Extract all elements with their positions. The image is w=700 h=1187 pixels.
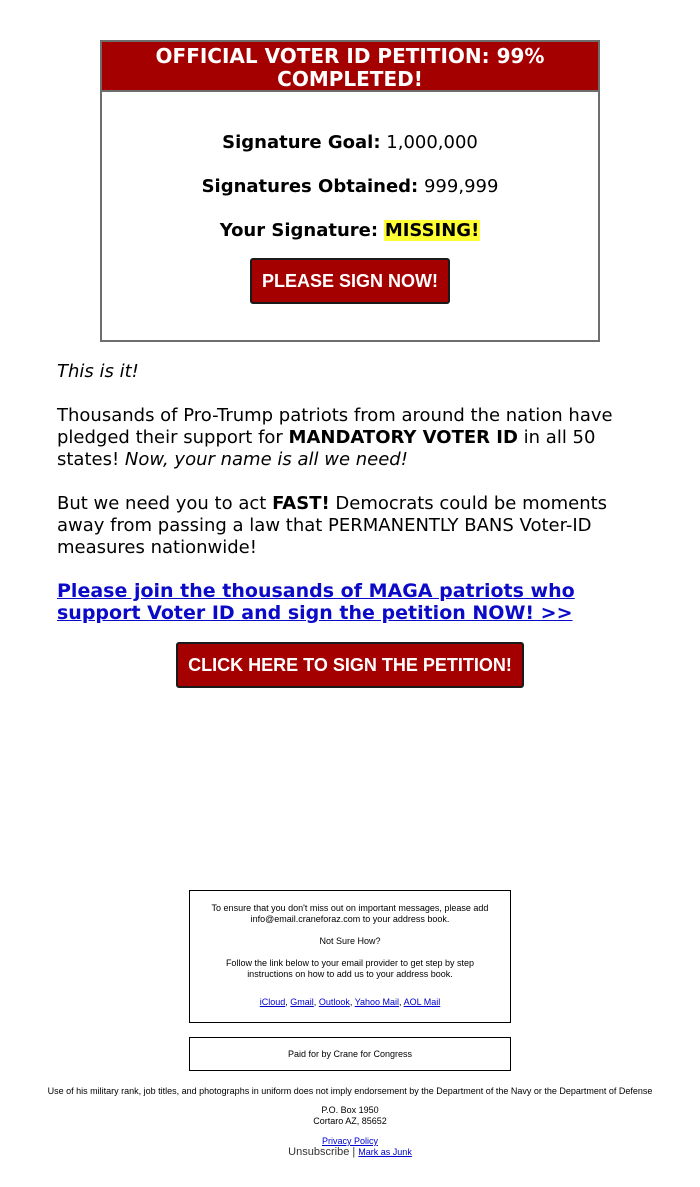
signatures-obtained xyxy=(102,176,598,198)
separator: , xyxy=(285,997,291,1007)
p2-italic: Now, your name is all we need! xyxy=(124,449,408,470)
p3-text-b: Democrats could be moments away from passing a law that PERMANENTLY BANS Voter-ID measures nationwide! xyxy=(57,493,608,558)
please-sign-now-button[interactable]: PLEASE SIGN NOW! xyxy=(250,258,450,304)
provider-links xyxy=(204,997,496,1008)
separator: , xyxy=(313,997,319,1007)
address-book-box xyxy=(189,890,511,1023)
your-signature-label: Your Signature: xyxy=(219,220,379,241)
signature-goal xyxy=(102,132,598,154)
paid-for-text: Paid for by Crane for Congress xyxy=(287,1049,413,1059)
not-sure-how-text: Not Sure How? xyxy=(319,936,381,946)
your-signature xyxy=(102,220,598,242)
intro-text: This is it! xyxy=(57,361,139,382)
separator: , xyxy=(399,997,404,1007)
petition-title: OFFICIAL VOTER ID PETITION: 99% COMPLETED! xyxy=(102,42,598,92)
unsubscribe-line xyxy=(40,1147,660,1158)
p2-text-b: in all 50 states! xyxy=(57,427,596,470)
endorsement-disclaimer: Use of his military rank, job titles, and photographs in uniform does not imply endorsement by the Department of the Navy or the Department of Defense xyxy=(47,1086,653,1096)
gmail-link[interactable]: Gmail xyxy=(290,997,314,1007)
paid-for-box xyxy=(189,1037,511,1071)
your-signature-status: MISSING! xyxy=(384,220,480,241)
footer xyxy=(40,1086,660,1158)
p3-bold: FAST! xyxy=(272,493,330,514)
address-book-instructions: To ensure that you don't miss out on important messages, please add info@email.craneforaz.com to your address book. xyxy=(211,903,489,924)
separator: , xyxy=(349,997,355,1007)
mark-as-junk-link[interactable]: Mark as Junk xyxy=(358,1147,412,1157)
signatures-obtained-value: 999,999 xyxy=(423,176,499,197)
po-box: P.O. Box 1950 xyxy=(321,1105,379,1115)
p3-text-a: But we need you to act xyxy=(57,493,273,514)
body-intro xyxy=(57,361,647,383)
provider-instructions: Follow the link below to your email provider to get step by step instructions on how to add us to your address book. xyxy=(225,958,475,979)
sign-petition-link[interactable]: Please join the thousands of MAGA patriots who support Voter ID and sign the petition NOW! >> xyxy=(57,580,575,624)
unsubscribe-link[interactable]: Unsubscribe xyxy=(288,1146,350,1158)
footer-divider: | xyxy=(349,1146,359,1158)
aol-mail-link[interactable]: AOL Mail xyxy=(403,997,441,1007)
sign-petition-button[interactable]: CLICK HERE TO SIGN THE PETITION! xyxy=(176,642,524,688)
city-address: Cortaro AZ, 85652 xyxy=(313,1116,387,1126)
signature-goal-label: Signature Goal: xyxy=(222,132,381,153)
p2-bold: MANDATORY VOTER ID xyxy=(288,427,518,448)
body-paragraph-support xyxy=(57,405,647,471)
signatures-obtained-label: Signatures Obtained: xyxy=(201,176,419,197)
signature-goal-value: 1,000,000 xyxy=(386,132,478,153)
body-paragraph-urgency xyxy=(57,493,647,559)
p2-text-a: Thousands of Pro-Trump patriots from around the nation have pledged their support for xyxy=(57,405,613,448)
petition-box xyxy=(100,40,600,342)
yahoo-mail-link[interactable]: Yahoo Mail xyxy=(354,997,400,1007)
outlook-link[interactable]: Outlook xyxy=(318,997,350,1007)
icloud-link[interactable]: iCloud xyxy=(259,997,286,1007)
privacy-policy-link[interactable]: Privacy Policy xyxy=(321,1136,378,1146)
